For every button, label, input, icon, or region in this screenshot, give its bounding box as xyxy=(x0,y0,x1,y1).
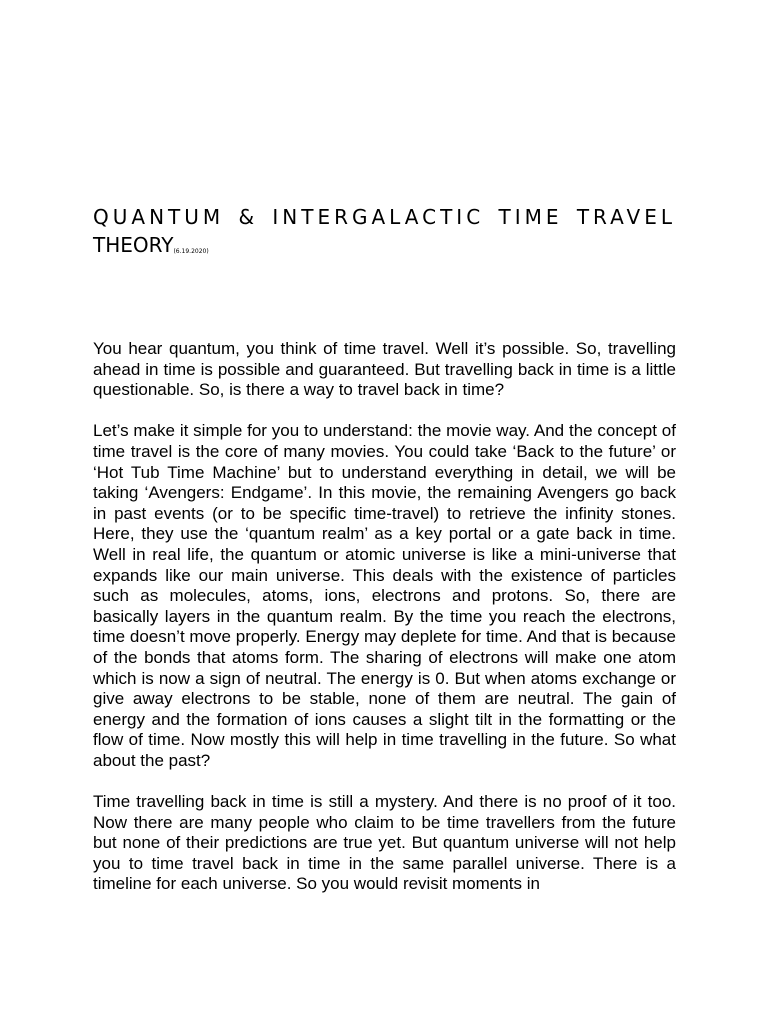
title-line-2 xyxy=(93,231,676,265)
title-line-1: QUANTUM & INTERGALACTIC TIME TRAVEL xyxy=(93,205,676,229)
paragraph-2: Let’s make it simple for you to understand: the movie way. And the concept of time travel is the core of many movies. You could take ‘Back to the future’ or ‘Hot Tub Time Machine’ but to understand everything in detail, we will be taking ‘Avengers: Endgame’. In this movie, the remaining Avengers go back in past events (or to be specific time-travel) to retrieve the infinity stones. Here, they use the ‘quantum realm’ as a key portal or a gate back in time. Well in real life, the quantum or atomic universe is like a mini-universe that expands like our main universe. This deals with the existence of particles such as molecules, atoms, ions, electrons and protons. So, there are basically layers in the quantum realm. By the time you reach the electrons, time doesn’t move properly. Energy may deplete for time. And that is because of the bonds that atoms form. The sharing of electrons will make one atom which is now a sign of neutral. The energy is 0. But when atoms exchange or give away electrons to be stable, none of them are neutral. The gain of energy and the formation of ions causes a slight tilt in the formatting or the flow of time. Now mostly this will help in time travelling in the future. So what about the past? xyxy=(93,421,676,770)
document-title xyxy=(93,203,676,265)
paragraph-3: Time travelling back in time is still a mystery. And there is no proof of it too. Now there are many people who claim to be time travellers from the future but none of their predictions are true yet. But quantum universe will not help you to time travel back in time in the same parallel universe. There is a timeline for each universe. So you would revisit moments in xyxy=(93,792,676,894)
title-word: THEORY xyxy=(93,233,174,257)
title-date: (6.19.2020) xyxy=(173,248,209,255)
document-body xyxy=(93,339,676,916)
paragraph-1: You hear quantum, you think of time travel. Well it’s possible. So, travelling ahead in time is possible and guaranteed. But travelling back in time is a little questionable. So, is there a way to travel back in time? xyxy=(93,339,676,400)
